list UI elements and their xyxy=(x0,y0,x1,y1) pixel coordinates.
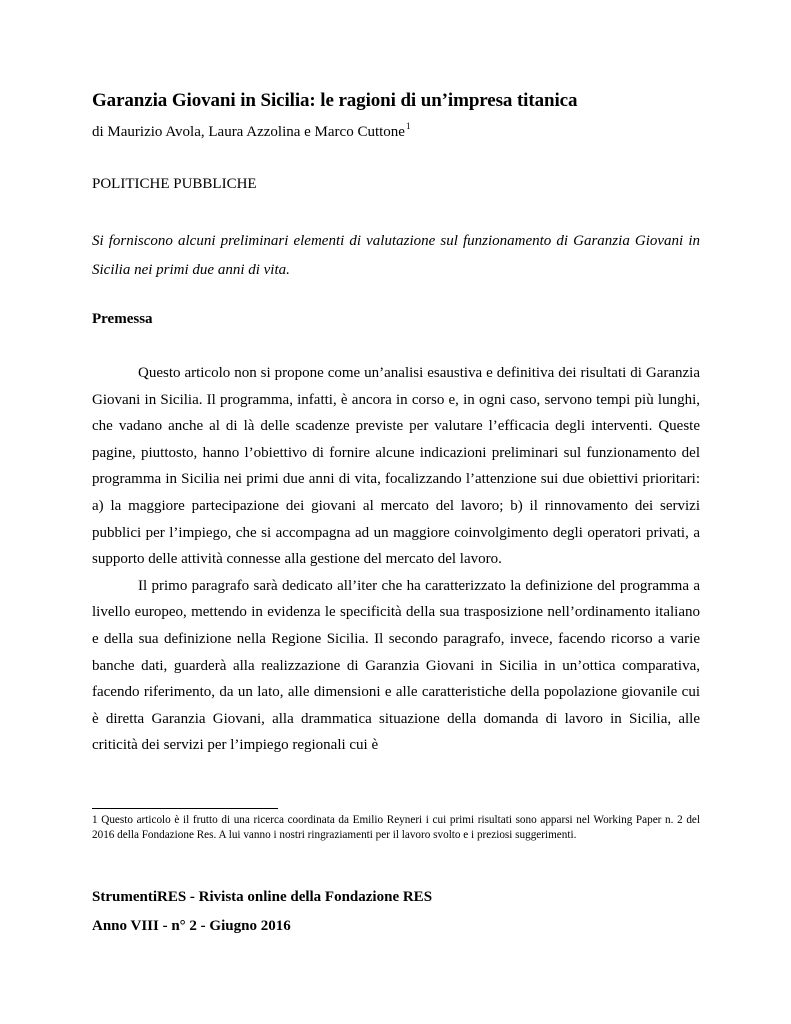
authors-text: di Maurizio Avola, Laura Azzolina e Marco Cuttone xyxy=(92,124,405,140)
article-authors xyxy=(92,121,410,141)
footnote-divider xyxy=(92,808,278,809)
journal-name: StrumentiRES - Rivista online della Fondazione RES xyxy=(92,889,433,905)
footnote-ref[interactable]: 1 xyxy=(405,121,411,131)
footnote-text: 1 Questo articolo è il frutto di una ricerca coordinata da Emilio Reyneri i cui primi risultati sono apparsi nel Working Paper n. 2 del 2016 della Fondazione Res. A lui vanno i nostri ringraziamenti per il lavoro svolto e i preziosi suggerimenti. xyxy=(92,814,700,841)
article-abstract: Si forniscono alcuni preliminari elementi di valutazione sul funzionamento di Garanzia Giovani in Sicilia nei primi due anni di vita. xyxy=(92,233,700,278)
article-title: Garanzia Giovani in Sicilia: le ragioni di un’impresa titanica xyxy=(92,90,578,111)
article-body xyxy=(92,360,700,759)
body-paragraph: Il primo paragrafo sarà dedicato all’iter che ha caratterizzato la definizione del programma a livello europeo, mettendo in evidenza le specificità della sua trasposizione nell’ordinamento italiano e della sua definizione nella Regione Sicilia. Il secondo paragrafo, invece, facendo ricorso a varie banche dati, guarderà alla realizzazione di Garanzia Giovani in Sicilia in un’ottica comparativa, facendo riferimento, da un lato, alle dimensioni e alle caratteristiche della popolazione giovanile cui è diretta Garanzia Giovani, alla drammatica situazione della domanda di lavoro in Sicilia, alle criticità dei servizi per l’impiego regionali cui è xyxy=(92,577,700,754)
body-paragraph: Questo articolo non si propone come un’analisi esaustiva e definitiva dei risultati di Garanzia Giovani in Sicilia. Il programma, infatti, è ancora in corso e, in ogni caso, servono tempi più lunghi, che vadano anche al di là delle scadenze previste per valutare l’efficacia degli interventi. Queste pagine, piuttosto, hanno l’obiettivo di fornire alcune indicazioni preliminari sul funzionamento del programma in Sicilia nei primi due anni di vita, focalizzando l’attenzione sui due obiettivi prioritari: a) la maggiore partecipazione dei giovani al mercato del lavoro; b) il rinnovamento dei servizi pubblici per l’impiego, che si accompagna ad un maggiore coinvolgimento degli operatori privati, a supporto delle attività connesse alla gestione del mercato del lavoro. xyxy=(92,365,700,568)
journal-issue: Anno VIII - n° 2 - Giugno 2016 xyxy=(92,918,291,934)
section-heading: Premessa xyxy=(92,311,153,327)
section-label: POLITICHE PUBBLICHE xyxy=(92,176,257,192)
